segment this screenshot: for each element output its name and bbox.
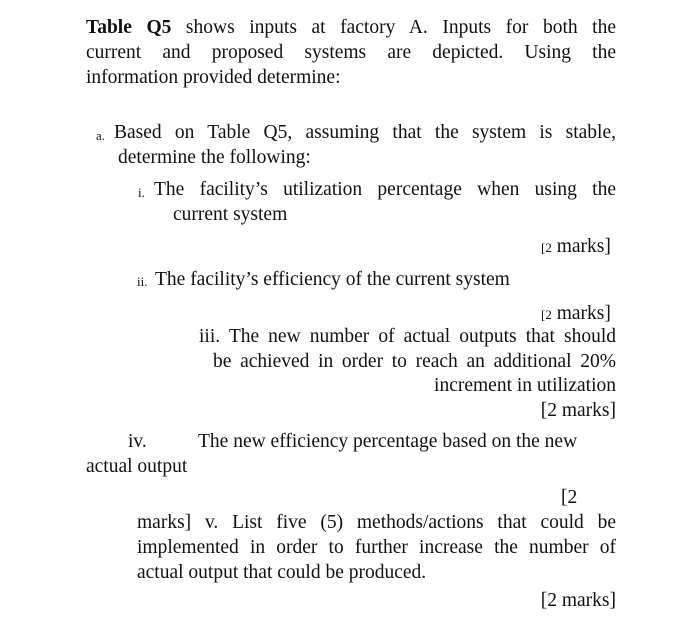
- part-a-marker: a.: [96, 128, 106, 143]
- item-iv-marks-open: [2: [561, 487, 578, 508]
- item-ii-marks: [541, 302, 611, 327]
- item-v-marks: [2 marks]: [540, 590, 616, 611]
- item-i-marks: [541, 235, 611, 260]
- intro-line-2: current and proposed systems are depicted. Using the: [86, 42, 616, 63]
- table-ref: Table Q5: [86, 17, 172, 38]
- item-iii-marks: [2 marks]: [540, 400, 616, 421]
- item-i-marks-word: marks]: [551, 236, 611, 257]
- item-iii-line-3: increment in utilization: [434, 375, 616, 396]
- part-a-line-1: Based on Table Q5, assuming that the system is stable,: [114, 122, 616, 143]
- item-i-line-2: current system: [173, 204, 288, 225]
- item-iv-marker: iv.: [128, 431, 147, 452]
- item-v-line-2: implemented in order to further increase the number of: [137, 537, 616, 558]
- item-i-marker: i.: [138, 185, 145, 200]
- item-iii-line-1: iii. The new number of actual outputs that should: [199, 326, 616, 347]
- item-ii-marker: ii.: [137, 274, 148, 289]
- item-ii-marks-open: [2: [541, 307, 552, 322]
- item-ii-line-1: The facility’s efficiency of the current system: [155, 269, 510, 290]
- item-v-line-1: marks] v. List five (5) methods/actions that could be: [137, 512, 616, 533]
- intro-line-1: [86, 16, 616, 40]
- item-i-line-1: The facility’s utilization percentage when using the: [154, 179, 616, 200]
- part-a-line-2: determine the following:: [118, 147, 311, 168]
- item-v-line-3: actual output that could be produced.: [137, 562, 427, 583]
- item-iv-line-2: actual output: [86, 456, 188, 477]
- item-iii-line-2: be achieved in order to reach an additional 20%: [213, 351, 616, 372]
- item-iv-line-1: The new efficiency percentage based on the new: [198, 431, 578, 452]
- intro-line-1-text: shows inputs at factory A. Inputs for both the: [171, 17, 616, 38]
- intro-line-3: information provided determine:: [86, 67, 341, 88]
- item-i-marks-open: [2: [541, 240, 552, 255]
- item-ii-marks-word: marks]: [551, 303, 611, 324]
